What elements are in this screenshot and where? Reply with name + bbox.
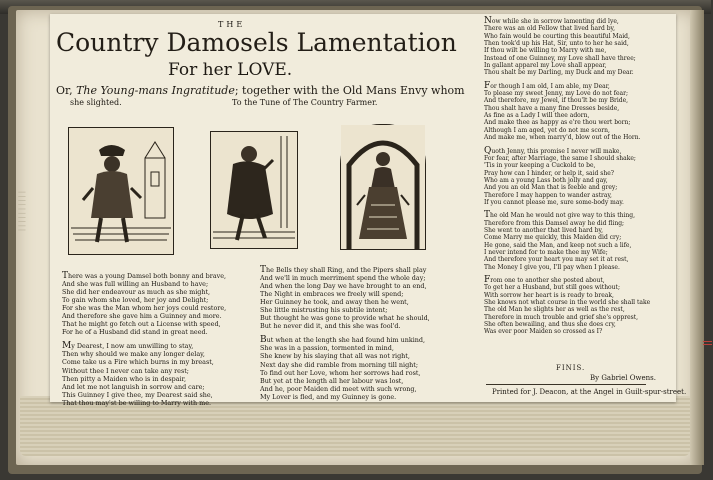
- verse-line: The Money I give you, I'll pay when I please.: [484, 263, 620, 271]
- verse-line: She knows not what course in the world she shall take: [484, 299, 651, 307]
- woodcut-cloaked-man: [210, 131, 298, 249]
- verse-line: For he of a Husband did stand in great need.: [62, 328, 208, 337]
- verse-line: She was in a passion, tormented in mind,: [260, 344, 394, 353]
- verse-line: And you an old Man that is feeble and grey;: [484, 184, 618, 192]
- verse-line: And when the long Day we have brought to an end,: [260, 282, 427, 291]
- verse-line: She often bewailing, and thus she does cry,: [484, 321, 616, 329]
- verse-line: From one to another she posted about,: [484, 275, 605, 285]
- title-the: THE: [218, 20, 246, 29]
- verse-line: And therefore your heart you may set it at rest,: [484, 256, 629, 264]
- verse-line: Her Guinney he took, and away then he went,: [260, 298, 409, 307]
- verse-line: And therefore she gave him a Guinney and more.: [62, 312, 222, 321]
- verse-line: Who fain would be courting this beautiful Maid,: [484, 32, 630, 40]
- column-middle: [260, 266, 480, 407]
- verse-line: Then took'd up his Hat, Sir, unto to her he said,: [484, 40, 629, 48]
- verse-line: And he, poor Maiden did meet with such wrong,: [260, 384, 417, 393]
- verse-line: He gone, said the Man, and keep not such a life,: [484, 241, 632, 249]
- verse-line: For she was the Man whom her joys could restore,: [62, 304, 227, 313]
- verse-line: And make thee as happy as e're thou wert born;: [484, 119, 631, 127]
- right-page-edge: [690, 10, 704, 465]
- verse-line: There was an old Fellow that lived hard by,: [484, 25, 616, 33]
- column-left: [62, 272, 254, 413]
- verse-line: But yet at the length all her labour was lost,: [260, 376, 404, 385]
- verse-line: But when at the length she had found him unkind,: [260, 335, 425, 346]
- tune-line: To the Tune of The Country Farmer.: [232, 98, 378, 107]
- verse-line: For fear, after Marriage, the same I should shake;: [484, 154, 636, 162]
- verse-line: That he might go fetch out a License with speed,: [62, 320, 221, 329]
- verse: [484, 80, 676, 142]
- verse: [484, 277, 676, 336]
- verse-line: She knew by his slaying that all was not right,: [260, 352, 410, 361]
- verse-line: Therefore in much trouble and grief she's opprest,: [484, 313, 639, 321]
- subtitle-italic: The Young-mans Ingratitude: [76, 84, 235, 97]
- author-credit: By Gabriel Owens.: [590, 374, 656, 382]
- verse-line: As fine as a Lady I will thee adorn,: [484, 112, 590, 120]
- printer-imprint: Printed for J. Deacon, at the Angel in Guilt-spur-street.: [492, 388, 687, 396]
- verse-line: Thou shalt be my Darling, my Duck and my Dear.: [484, 69, 634, 77]
- verse-line: 'Tis in your keeping a Cuckold to be,: [484, 162, 596, 170]
- verse-line: Come Marry me quickly, this Maiden did cry;: [484, 234, 622, 242]
- verse-line: But thought he was gone to provide what he should,: [260, 314, 430, 323]
- finis: FINIS.: [556, 364, 586, 372]
- verse-line: My Dearest, I now am unwilling to stay,: [62, 341, 194, 352]
- divider: [486, 384, 646, 385]
- verse-line: And we'll in much merriment spend the whole day;: [260, 274, 426, 283]
- verse-line: There was a young Damsel both bonny and brave,: [62, 271, 227, 281]
- verse: [260, 336, 480, 400]
- verse: [62, 342, 254, 406]
- verse-line: The old Man he would not give way to this thing,: [484, 210, 636, 221]
- verse-line: Then pitty a Maiden who is in despair,: [62, 374, 186, 383]
- verse-line: And therefore, my Jewel, if thou'lt be my Bride,: [484, 97, 629, 105]
- verse-line: Who am a young Lass both jolly and gay,: [484, 176, 608, 184]
- verse-line: To get her a Husband, but still goes without;: [484, 284, 620, 292]
- verse-line: The Night in embraces we freely will spend;: [260, 290, 404, 299]
- verse-line: Therefore I may happen to wander astray,: [484, 191, 612, 199]
- verse-line: If you cannot please me, sure some-body may.: [484, 198, 624, 206]
- verse-line: Was ever poor Maiden so crossed as I?: [484, 328, 603, 336]
- verse-line: But he never did it, and this she was fool'd.: [260, 322, 401, 331]
- verse: [484, 212, 676, 271]
- verse-line: Thou shalt have a many fine Dresses beside,: [484, 104, 620, 112]
- verse-line: If thou wilt be willing to Marry with me,: [484, 47, 607, 55]
- subtitle-or: Or,: [56, 84, 73, 97]
- verse-line: Therefore from this Damsel away he did fling;: [484, 219, 625, 227]
- verse: [260, 266, 480, 330]
- verse-line: And let me not languish in sorrow and care;: [62, 382, 205, 391]
- title-for-her-love: For her LOVE.: [168, 60, 293, 80]
- verse-line: She little mistrusting his subtile intent;: [260, 306, 388, 315]
- verse-line: To please my sweet Jenny, my Love do not fear;: [484, 90, 629, 98]
- verse-line: The Bells they shall Ring, and the Pipers shall play: [260, 265, 427, 275]
- spine-edge: ||||||||||: [18, 190, 26, 233]
- verse-line: And she was full willing an Husband to have;: [62, 280, 209, 289]
- woodcut-gentleman-with-house: [68, 127, 174, 255]
- verse-line: She went to another that lived hard by,: [484, 226, 603, 234]
- verse-line: Next day she did ramble from morning till night;: [260, 360, 418, 369]
- verse: [484, 145, 676, 207]
- subtitle: [56, 84, 465, 97]
- woodcut-lady-in-arch: [340, 124, 426, 250]
- verse-line: In gallant apparel my Love shall appear,: [484, 62, 607, 70]
- verse: [62, 272, 254, 336]
- subtitle-rest: ; together with the Old Mans Envy whom: [234, 84, 465, 97]
- verse-line: My Lover is fled, and my Guinney is gone.: [260, 392, 397, 401]
- verse-line: Without thee I never can take any rest;: [62, 366, 189, 375]
- verse-line: The old Man he slights her as well as the rest,: [484, 306, 625, 314]
- verse: [484, 18, 676, 77]
- verse-line: Quoth Jenny, this promise I never will make,: [484, 145, 622, 156]
- verse-line: And make me, when marry'd, blow out of the Horn.: [484, 134, 641, 142]
- verse-line: To find out her Love, whom her sorrows had rost,: [260, 368, 421, 377]
- verse-line: With sorrow her heart is is ready to break,: [484, 291, 614, 299]
- page-title: Country Damosels Lamentation: [56, 28, 457, 57]
- verse-line: Come take us a Fire which burns in my breast,: [62, 358, 214, 367]
- verse-line: She did her endeavour as much as she might,: [62, 288, 211, 297]
- subtitle-slighted: she slighted.: [70, 98, 122, 107]
- verse-line: To gain whom she loved, her joy and Delight;: [62, 296, 209, 305]
- verse-line: Then why should we make any longer delay,: [62, 350, 205, 359]
- verse-line: I never intend for to make thee my Wife;: [484, 248, 608, 256]
- verse-line: Instead of one Guinney, my Love shall have three;: [484, 54, 636, 62]
- verse-line: This Guinney I give thee, my Dearest said she,: [62, 390, 213, 399]
- column-right: [484, 18, 676, 342]
- verse-line: Pray how can I hinder, or help it, said she?: [484, 169, 614, 177]
- verse-line: Although I am aged, yet do not me scorn,: [484, 126, 610, 134]
- verse-line: Now while she in sorrow lamenting did lye,: [484, 16, 619, 26]
- verse-line: That thou may'st be willing to Marry with me.: [62, 398, 212, 407]
- verse-line: For though I am old, I am able, my Dear,: [484, 80, 610, 91]
- pencil-annotation: ǀǀ: [702, 340, 713, 346]
